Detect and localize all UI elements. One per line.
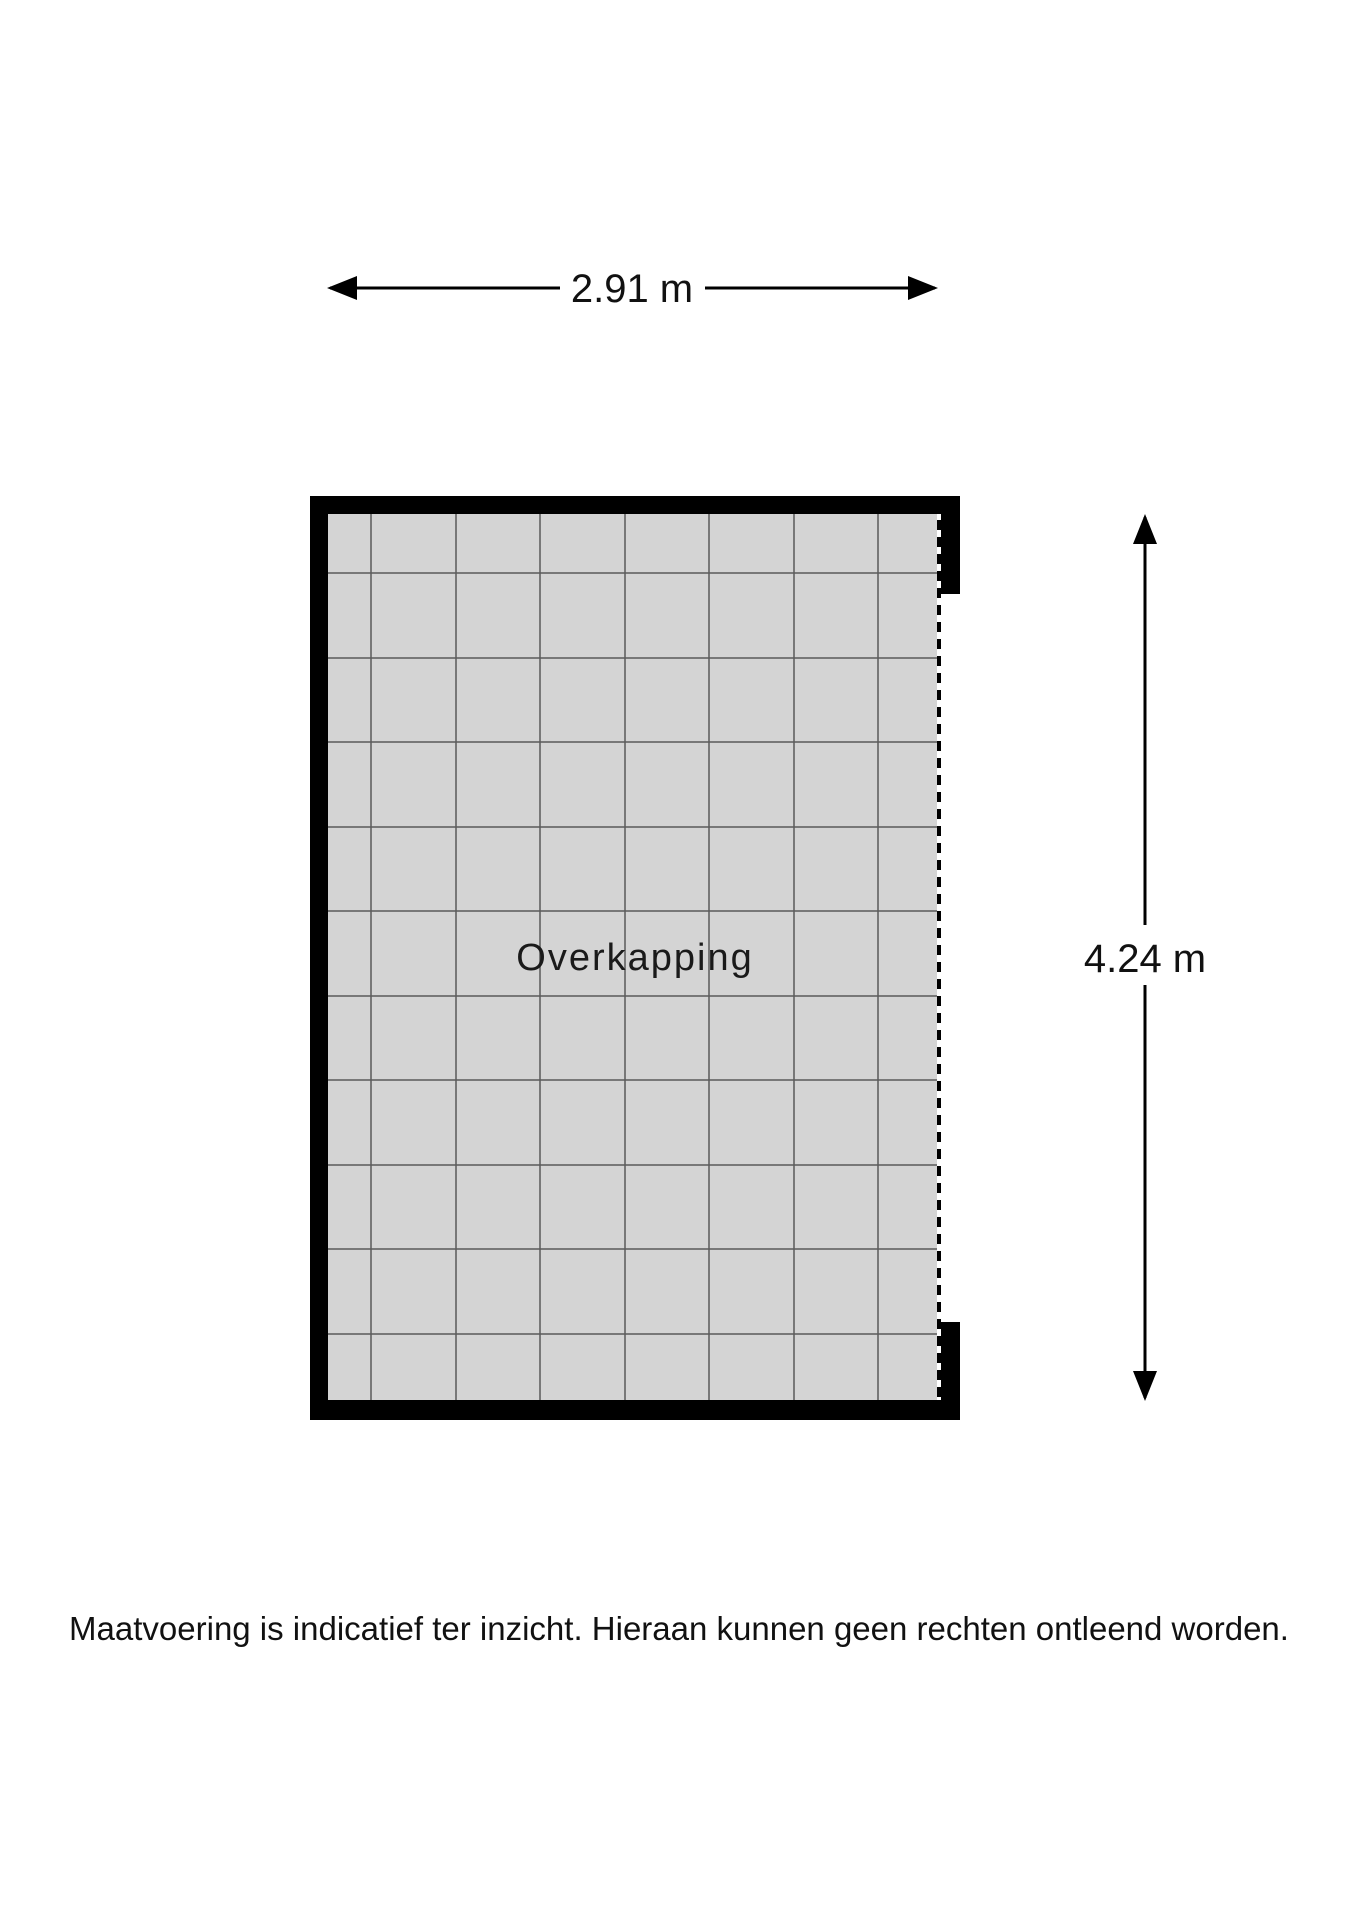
room-label: Overkapping xyxy=(516,937,754,979)
width-label: 2.91 m xyxy=(570,267,694,311)
wall-right-top-stub xyxy=(941,496,960,594)
room-overkapping xyxy=(310,496,960,1420)
wall-left xyxy=(310,496,328,1420)
wall-bottom xyxy=(310,1400,960,1420)
disclaimer-text: Maatvoering is indicatief ter inzicht. Hieraan kunnen geen rechten ontleend worden. xyxy=(69,1610,1289,1647)
width-dimension xyxy=(330,267,935,311)
height-label: 4.24 m xyxy=(1083,937,1207,981)
wall-top xyxy=(310,496,960,514)
wall-right-bottom-stub xyxy=(941,1322,960,1420)
height-dimension xyxy=(1084,517,1206,1398)
